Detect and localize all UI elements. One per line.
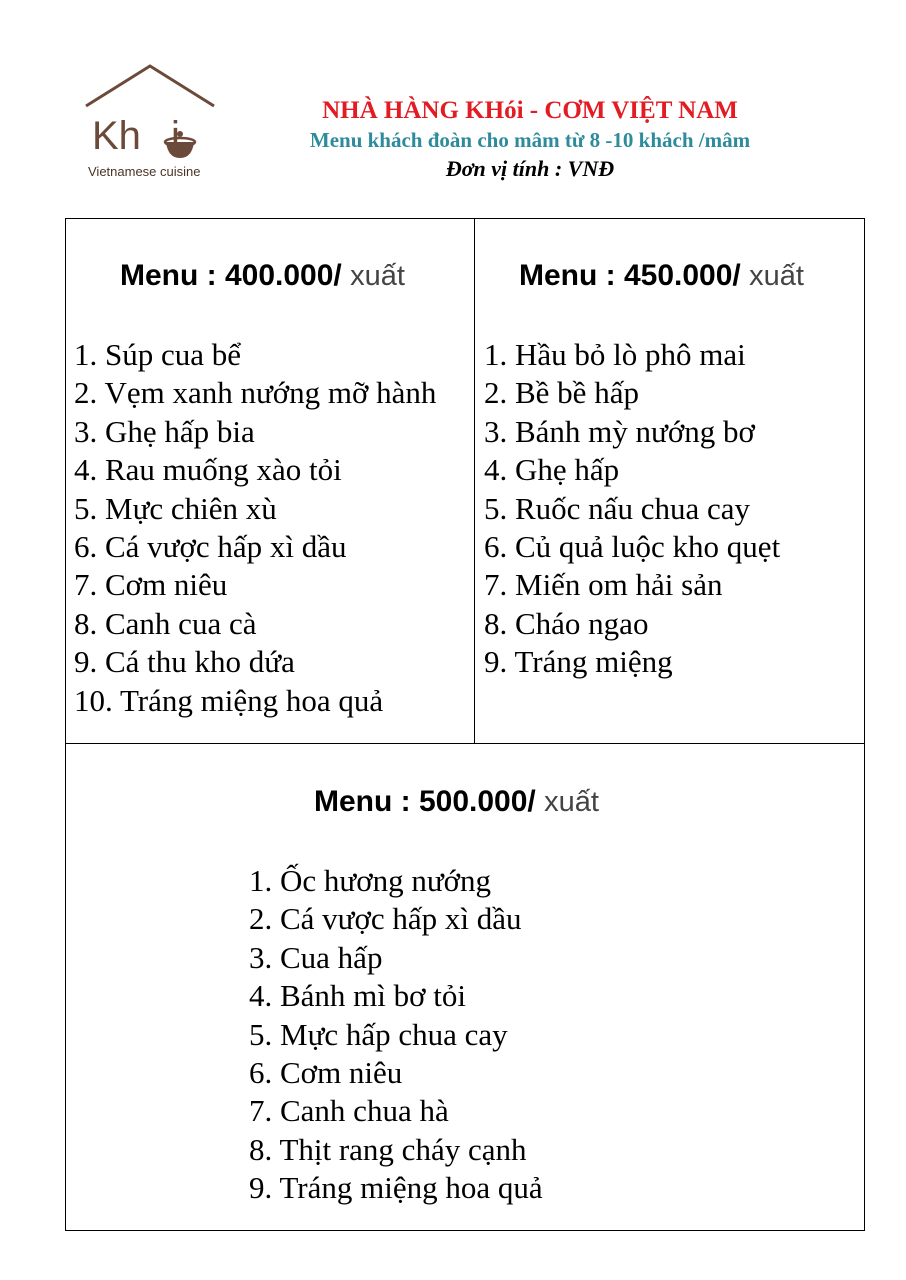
list-item: 3. Ghẹ hấp bia (74, 413, 255, 449)
menu-500-heading (314, 784, 599, 820)
list-item: 1. Hầu bỏ lò phô mai (484, 337, 746, 372)
list-item: 1. Ốc hương nướng (249, 863, 492, 898)
list-item: 5. Mực chiên xù (74, 490, 277, 526)
menu-500-unit: xuất (544, 786, 599, 818)
list-item: 7. Miến om hải sản (484, 567, 723, 603)
list-item: 9. Cá thu kho dứa (74, 644, 295, 680)
menu-400-price: Menu : 400.000/ (120, 259, 342, 292)
list-item: 3. Bánh mỳ nướng bơ (484, 413, 755, 449)
list-item: 10. Tráng miệng hoa quả (74, 682, 384, 718)
logo-wordmark-text: Kh i (92, 114, 180, 158)
list-item: 2. Cá vược hấp xì dầu (249, 901, 522, 937)
list-item: 2. Vẹm xanh nướng mỡ hành (74, 375, 437, 411)
logo-tagline: Vietnamese cuisine (88, 164, 201, 179)
column-divider (474, 218, 475, 744)
list-item: 8. Cháo ngao (484, 605, 649, 641)
menu-header (250, 96, 810, 184)
menu-400-heading (120, 258, 405, 294)
list-item: 5. Ruốc nấu chua cay (484, 490, 750, 526)
list-item: 4. Ghẹ hấp (484, 452, 620, 488)
list-item: 4. Rau muống xào tỏi (74, 452, 342, 488)
menu-450-heading (519, 258, 804, 294)
list-item: 6. Củ quả luộc kho quẹt (484, 529, 781, 565)
list-item: 9. Tráng miệng (484, 644, 673, 680)
list-item: 2. Bề bề hấp (484, 375, 639, 411)
currency-unit-note: Đơn vị tính : VNĐ (445, 156, 615, 181)
list-item: 3. Cua hấp (249, 939, 383, 975)
list-item: 9. Tráng miệng hoa quả (249, 1170, 543, 1206)
menu-450-unit: xuất (749, 260, 804, 292)
menu-400-list (74, 336, 436, 720)
list-item: 8. Canh cua cà (74, 605, 257, 641)
menu-450-price: Menu : 450.000/ (519, 259, 741, 292)
group-menu-subtitle: Menu khách đoàn cho mâm từ 8 -10 khách /mâm (309, 128, 751, 152)
menu-500-list (249, 862, 543, 1208)
list-item: 6. Cơm niêu (249, 1055, 403, 1091)
restaurant-title: NHÀ HÀNG KHói - CƠM VIỆT NAM (322, 97, 738, 124)
list-item: 8. Thịt rang cháy cạnh (249, 1131, 527, 1167)
list-item: 7. Cơm niêu (74, 567, 228, 603)
list-item: 1. Súp cua bể (74, 337, 242, 372)
list-item: 6. Cá vược hấp xì dầu (74, 529, 347, 565)
list-item: 5. Mực hấp chua cay (249, 1016, 508, 1052)
menu-500-price: Menu : 500.000/ (314, 785, 536, 818)
menu-450-list (484, 336, 780, 682)
menu-400-unit: xuất (350, 260, 405, 292)
list-item: 4. Bánh mì bơ tỏi (249, 978, 467, 1014)
list-item: 7. Canh chua hà (249, 1093, 449, 1129)
